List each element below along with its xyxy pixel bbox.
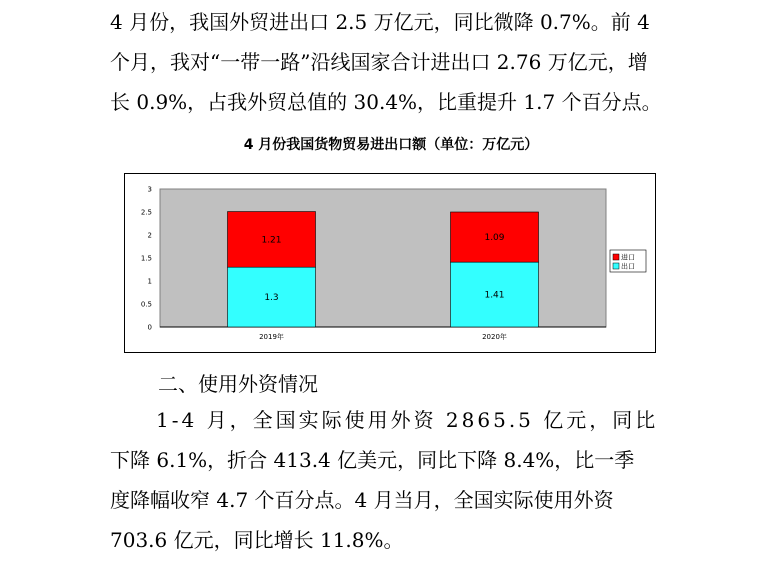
y-tick-label: 0	[147, 323, 152, 332]
paragraph-foreign-investment	[110, 400, 670, 560]
y-tick-label: 1.5	[140, 254, 152, 263]
bar-value-label: 1.21	[261, 235, 282, 246]
text-line: 度降幅收窄 4.7 个百分点。4 月当月，全国实际使用外资	[110, 488, 614, 512]
text-line: 1-4 月，全国实际使用外资 2865.5 亿元，同比	[156, 408, 659, 432]
legend-label: 出口	[621, 262, 635, 271]
text-line: 个月，我对“一带一路”沿线国家合计进出口 2.76 万亿元，增	[110, 50, 648, 74]
bar-value-label: 1.41	[484, 290, 505, 301]
y-tick-label: 2	[147, 231, 152, 240]
legend-swatch	[613, 263, 619, 269]
chart-title: 4 月份我国货物贸易进出口额（单位：万亿元）	[243, 137, 539, 153]
chart-canvas	[125, 174, 655, 352]
y-tick-label: 0.5	[140, 300, 152, 309]
y-tick-label: 1	[147, 277, 152, 286]
trade-chart	[124, 173, 656, 353]
plot-area	[160, 189, 606, 327]
x-tick-label: 2019年	[259, 333, 284, 341]
paragraph-foreign-trade	[110, 2, 670, 122]
text-line: 长 0.9%，占我外贸总值的 30.4%，比重提升 1.7 个百分点。	[110, 90, 662, 114]
bar-value-label: 1.3	[264, 293, 279, 304]
x-tick-label: 2020年	[482, 333, 507, 341]
bar-value-label: 1.09	[484, 233, 505, 244]
legend-label: 进口	[621, 253, 635, 262]
y-tick-label: 2.5	[140, 208, 152, 217]
text-line: 703.6 亿元，同比增长 11.8%。	[110, 528, 404, 552]
y-tick-label: 3	[147, 185, 152, 194]
legend-swatch	[613, 254, 619, 260]
section-heading: 二、使用外资情况	[158, 372, 318, 396]
text-line: 下降 6.1%，折合 413.4 亿美元，同比下降 8.4%，比一季	[110, 448, 635, 472]
text-line: 4 月份，我国外贸进出口 2.5 万亿元，同比微降 0.7%。前 4	[110, 10, 650, 34]
